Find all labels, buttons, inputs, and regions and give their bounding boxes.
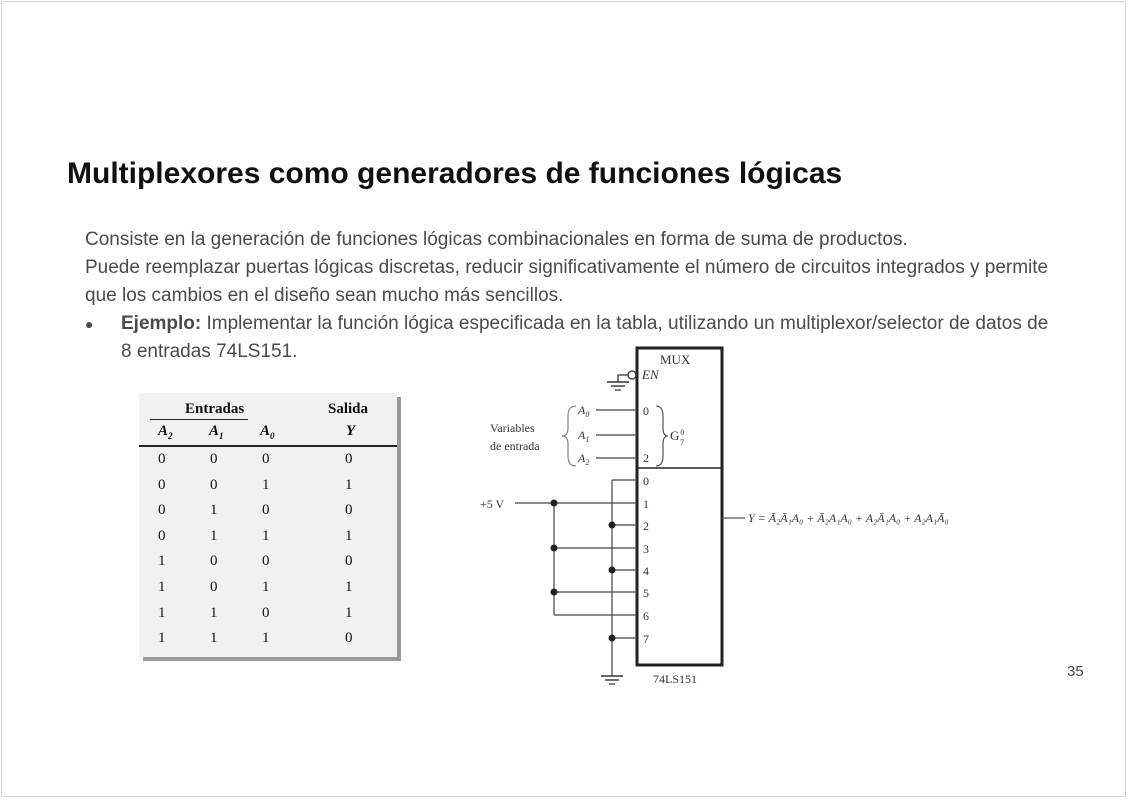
input-group-label-line1: Variables: [490, 421, 535, 435]
mux-circuit-diagram: [470, 340, 1030, 695]
table-cell: 0: [158, 502, 166, 519]
select-group-label: $G^0$: [670, 428, 685, 443]
mux-box: [637, 348, 722, 665]
bullet-text: Implementar la función lógica especificada en la tabla, utilizando un multiplexor/selector de datos de 8 entradas 74LS151.: [121, 313, 1049, 362]
table-cell: 0: [158, 527, 166, 544]
bullet-bold-label: Ejemplo:: [121, 313, 202, 334]
table-group-output: Salida: [328, 401, 369, 417]
table-cell: 0: [158, 476, 166, 493]
data-pin-7: 7: [643, 632, 649, 646]
table-cell: 0: [345, 451, 353, 467]
table-cell: 1: [262, 476, 270, 493]
output-expression: Y = Ā₂Ā₁A₀ + Ā₂A₁A₀ + A₂Ā₁A₀ + A₂A₁Ā₀: [748, 511, 949, 525]
header-rule: [139, 445, 397, 447]
table-cell: 1: [345, 527, 353, 544]
column-header-a2: $A_2$: [158, 423, 173, 441]
table-cell: 0: [210, 579, 218, 595]
table-cell: 0: [262, 502, 270, 519]
table-cell: 0: [210, 451, 218, 467]
paragraph-1: Consiste en la generación de funciones lógicas combinacionales en forma de suma de productos.: [85, 229, 908, 250]
input-group-label-line2: de entrada: [490, 439, 540, 453]
bullet-icon: ●: [85, 316, 94, 332]
select-a2-label: $A_2$: [578, 451, 590, 467]
select-a0-label: $A_0$: [578, 403, 590, 419]
select-pin-0: 0: [643, 404, 649, 418]
header-rule-inputs: [150, 419, 248, 420]
data-pin-3: 3: [643, 542, 649, 556]
table-cell: 1: [345, 579, 353, 595]
select-group-sub: 7: [680, 438, 684, 447]
table-cell: 0: [262, 451, 270, 467]
select-a1-label: $A_1$: [578, 428, 590, 444]
table-cell: 1: [210, 502, 218, 519]
slide-title: Multiplexores como generadores de funciones lógicas: [67, 157, 843, 190]
supply-label: +5 V: [480, 497, 505, 511]
data-pin-6: 6: [643, 609, 649, 623]
table-cell: 1: [210, 604, 218, 621]
data-pin-2: 2: [643, 519, 649, 533]
table-cell: 0: [345, 502, 353, 519]
table-cell: 1: [158, 604, 166, 621]
select-pin-2: 2: [643, 451, 649, 465]
table-cell: 1: [158, 630, 166, 647]
truth-table: [139, 393, 397, 657]
table-cell: 0: [262, 604, 270, 621]
page-number: 35: [1067, 663, 1084, 680]
table-cell: 1: [158, 579, 166, 595]
table-cell: 1: [345, 604, 353, 621]
chip-label: 74LS151: [653, 672, 698, 686]
table-cell: 1: [262, 579, 270, 595]
table-group-inputs: Entradas: [185, 401, 245, 417]
input-brace-icon: [562, 406, 576, 466]
inversion-bubble-icon: [628, 371, 636, 379]
table-cell: 1: [210, 527, 218, 544]
table-cell: 0: [158, 451, 166, 467]
table-cell: 1: [262, 630, 270, 647]
paragraph-2: Puede reemplazar puertas lógicas discretas, reducir significativamente el número de circuitos integrados y permite que los cambios en el diseño sean mucho más sencillos.: [85, 257, 1049, 306]
table-cell: 0: [345, 553, 353, 570]
table-cell: 1: [210, 630, 218, 647]
enable-label: EN: [642, 367, 659, 382]
table-cell: 1: [345, 476, 353, 493]
data-pin-1: 1: [643, 497, 649, 511]
table-cell: 0: [345, 630, 353, 647]
column-header-a0: $A_0$: [260, 423, 275, 441]
mux-label: MUX: [660, 352, 691, 367]
table-cell: 0: [210, 553, 218, 570]
column-header-a1: $A_1$: [209, 423, 224, 441]
data-pin-5: 5: [643, 586, 649, 600]
table-cell: 0: [210, 476, 218, 493]
data-pin-4: 4: [643, 564, 649, 578]
table-cell: 1: [262, 527, 270, 544]
column-header-y: Y: [346, 423, 356, 439]
table-cell: 1: [158, 553, 166, 570]
data-pin-0: 0: [643, 474, 649, 488]
table-cell: 0: [262, 553, 270, 570]
